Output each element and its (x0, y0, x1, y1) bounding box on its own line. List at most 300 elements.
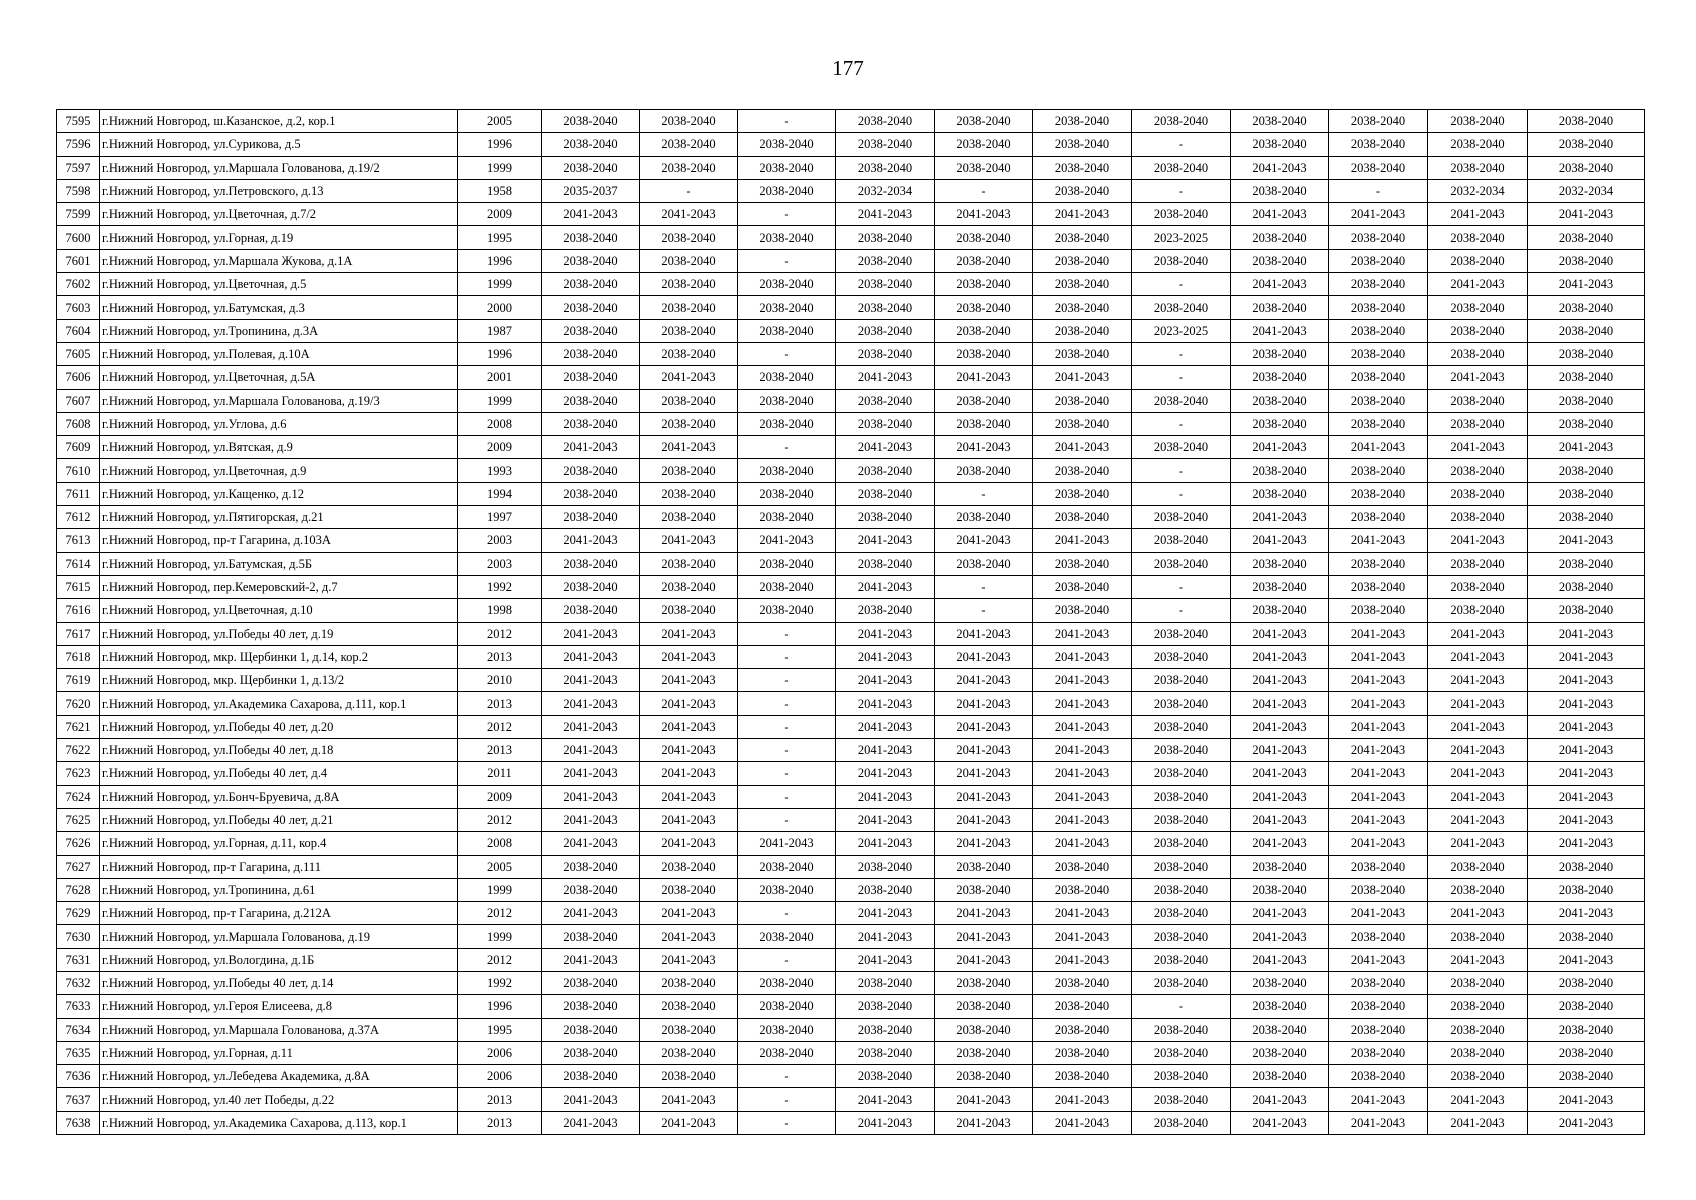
cell-address: г.Нижний Новгород, ул.Бонч-Бруевича, д.8А (100, 785, 458, 808)
table-row (57, 785, 1645, 808)
cell-period-5: 2041-2043 (935, 925, 1033, 948)
cell-period-7: 2023-2025 (1132, 226, 1231, 249)
cell-period-11: 2038-2040 (1528, 249, 1645, 272)
cell-period-4: 2038-2040 (836, 1041, 935, 1064)
cell-period-1: 2041-2043 (542, 692, 640, 715)
cell-period-11: 2041-2043 (1528, 436, 1645, 459)
cell-period-10: 2041-2043 (1428, 436, 1528, 459)
cell-period-3: 2038-2040 (738, 319, 836, 342)
cell-period-11: 2041-2043 (1528, 739, 1645, 762)
cell-period-10: 2038-2040 (1428, 971, 1528, 994)
table-row (57, 878, 1645, 901)
cell-year-built: 2009 (458, 785, 542, 808)
cell-period-6: 2041-2043 (1033, 622, 1132, 645)
cell-year-built: 2001 (458, 366, 542, 389)
cell-period-5: 2038-2040 (935, 110, 1033, 133)
cell-period-6: 2038-2040 (1033, 273, 1132, 296)
cell-period-7: 2038-2040 (1132, 785, 1231, 808)
cell-period-8: 2038-2040 (1231, 412, 1329, 435)
cell-period-9: 2041-2043 (1329, 645, 1428, 668)
cell-period-2: 2038-2040 (640, 599, 738, 622)
cell-period-10: 2041-2043 (1428, 1088, 1528, 1111)
cell-period-8: 2041-2043 (1231, 319, 1329, 342)
cell-row-number: 7609 (57, 436, 100, 459)
cell-period-3: 2038-2040 (738, 296, 836, 319)
cell-period-9: 2038-2040 (1329, 506, 1428, 529)
cell-period-10: 2038-2040 (1428, 599, 1528, 622)
cell-period-8: 2038-2040 (1231, 878, 1329, 901)
cell-period-11: 2038-2040 (1528, 1018, 1645, 1041)
cell-year-built: 2009 (458, 203, 542, 226)
cell-period-9: 2041-2043 (1329, 436, 1428, 459)
cell-period-8: 2038-2040 (1231, 179, 1329, 202)
cell-address: г.Нижний Новгород, ул.Академика Сахарова, д.113, кор.1 (100, 1111, 458, 1134)
cell-period-10: 2038-2040 (1428, 226, 1528, 249)
cell-address: г.Нижний Новгород, ул.Горная, д.11 (100, 1041, 458, 1064)
cell-period-9: 2041-2043 (1329, 762, 1428, 785)
cell-period-5: 2041-2043 (935, 762, 1033, 785)
cell-period-2: 2038-2040 (640, 459, 738, 482)
cell-address: г.Нижний Новгород, мкр. Щербинки 1, д.13/2 (100, 669, 458, 692)
table-body (57, 110, 1645, 1135)
table-row (57, 179, 1645, 202)
cell-row-number: 7597 (57, 156, 100, 179)
cell-period-1: 2038-2040 (542, 459, 640, 482)
cell-period-7: 2038-2040 (1132, 1088, 1231, 1111)
cell-period-1: 2038-2040 (542, 506, 640, 529)
cell-period-6: 2041-2043 (1033, 832, 1132, 855)
cell-period-11: 2038-2040 (1528, 459, 1645, 482)
cell-period-7: 2038-2040 (1132, 529, 1231, 552)
cell-period-10: 2041-2043 (1428, 948, 1528, 971)
cell-period-1: 2041-2043 (542, 739, 640, 762)
cell-year-built: 1999 (458, 156, 542, 179)
cell-period-7: 2038-2040 (1132, 692, 1231, 715)
cell-period-2: 2038-2040 (640, 995, 738, 1018)
cell-period-4: 2038-2040 (836, 273, 935, 296)
cell-period-4: 2038-2040 (836, 1065, 935, 1088)
cell-period-1: 2038-2040 (542, 482, 640, 505)
cell-period-10: 2038-2040 (1428, 925, 1528, 948)
cell-year-built: 2005 (458, 110, 542, 133)
cell-period-8: 2041-2043 (1231, 436, 1329, 459)
cell-period-5: 2041-2043 (935, 808, 1033, 831)
cell-period-9: 2038-2040 (1329, 482, 1428, 505)
cell-year-built: 2008 (458, 832, 542, 855)
cell-period-5: - (935, 599, 1033, 622)
cell-period-7: - (1132, 575, 1231, 598)
cell-period-7: 2023-2025 (1132, 319, 1231, 342)
cell-period-1: 2038-2040 (542, 855, 640, 878)
cell-period-6: 2041-2043 (1033, 739, 1132, 762)
cell-address: г.Нижний Новгород, ул.Батумская, д.5Б (100, 552, 458, 575)
cell-period-8: 2041-2043 (1231, 622, 1329, 645)
cell-period-5: 2038-2040 (935, 133, 1033, 156)
cell-period-7: 2038-2040 (1132, 855, 1231, 878)
cell-address: г.Нижний Новгород, ул.Лебедева Академика, д.8А (100, 1065, 458, 1088)
cell-period-5: 2041-2043 (935, 669, 1033, 692)
cell-address: г.Нижний Новгород, ул.Победы 40 лет, д.4 (100, 762, 458, 785)
cell-period-2: 2038-2040 (640, 249, 738, 272)
cell-period-2: 2038-2040 (640, 110, 738, 133)
cell-period-1: 2038-2040 (542, 575, 640, 598)
cell-period-7: - (1132, 482, 1231, 505)
cell-period-6: 2038-2040 (1033, 878, 1132, 901)
cell-period-4: 2041-2043 (836, 762, 935, 785)
cell-period-5: 2038-2040 (935, 1018, 1033, 1041)
cell-row-number: 7611 (57, 482, 100, 505)
cell-row-number: 7635 (57, 1041, 100, 1064)
cell-row-number: 7627 (57, 855, 100, 878)
cell-period-4: 2038-2040 (836, 156, 935, 179)
cell-period-4: 2038-2040 (836, 342, 935, 365)
cell-period-8: 2041-2043 (1231, 715, 1329, 738)
cell-period-6: 2041-2043 (1033, 692, 1132, 715)
cell-year-built: 1994 (458, 482, 542, 505)
table-row (57, 389, 1645, 412)
cell-period-6: 2038-2040 (1033, 226, 1132, 249)
cell-period-1: 2041-2043 (542, 808, 640, 831)
cell-row-number: 7633 (57, 995, 100, 1018)
cell-address: г.Нижний Новгород, ул.Маршала Голованова, д.19 (100, 925, 458, 948)
cell-period-9: 2041-2043 (1329, 1111, 1428, 1134)
cell-period-3: - (738, 948, 836, 971)
cell-period-1: 2038-2040 (542, 412, 640, 435)
cell-address: г.Нижний Новгород, ул.Маршала Голованова, д.37А (100, 1018, 458, 1041)
table-row (57, 762, 1645, 785)
cell-period-8: 2038-2040 (1231, 995, 1329, 1018)
cell-period-8: 2038-2040 (1231, 971, 1329, 994)
cell-period-4: 2041-2043 (836, 203, 935, 226)
cell-period-6: 2038-2040 (1033, 506, 1132, 529)
cell-period-2: 2038-2040 (640, 1018, 738, 1041)
cell-row-number: 7595 (57, 110, 100, 133)
cell-period-11: 2041-2043 (1528, 1088, 1645, 1111)
cell-period-7: 2038-2040 (1132, 902, 1231, 925)
cell-period-10: 2038-2040 (1428, 156, 1528, 179)
cell-period-5: 2038-2040 (935, 459, 1033, 482)
cell-period-10: 2041-2043 (1428, 203, 1528, 226)
cell-period-10: 2038-2040 (1428, 342, 1528, 365)
cell-period-11: 2041-2043 (1528, 832, 1645, 855)
cell-period-3: 2041-2043 (738, 832, 836, 855)
cell-year-built: 1958 (458, 179, 542, 202)
cell-period-7: 2038-2040 (1132, 110, 1231, 133)
cell-period-4: 2038-2040 (836, 133, 935, 156)
cell-address: г.Нижний Новгород, пр-т Гагарина, д.103А (100, 529, 458, 552)
cell-year-built: 2012 (458, 622, 542, 645)
cell-period-2: 2038-2040 (640, 971, 738, 994)
cell-row-number: 7638 (57, 1111, 100, 1134)
cell-period-6: 2038-2040 (1033, 133, 1132, 156)
cell-address: г.Нижний Новгород, мкр. Щербинки 1, д.14, кор.2 (100, 645, 458, 668)
cell-period-7: 2038-2040 (1132, 436, 1231, 459)
cell-period-4: 2041-2043 (836, 529, 935, 552)
cell-period-10: 2041-2043 (1428, 715, 1528, 738)
cell-period-3: - (738, 1111, 836, 1134)
cell-period-8: 2041-2043 (1231, 273, 1329, 296)
cell-address: г.Нижний Новгород, ул.Победы 40 лет, д.20 (100, 715, 458, 738)
cell-period-6: 2038-2040 (1033, 249, 1132, 272)
cell-period-1: 2035-2037 (542, 179, 640, 202)
cell-period-1: 2041-2043 (542, 1111, 640, 1134)
cell-period-4: 2041-2043 (836, 1088, 935, 1111)
cell-period-4: 2038-2040 (836, 110, 935, 133)
cell-period-2: 2038-2040 (640, 1065, 738, 1088)
cell-period-2: 2038-2040 (640, 482, 738, 505)
cell-period-1: 2041-2043 (542, 203, 640, 226)
cell-period-9: 2041-2043 (1329, 622, 1428, 645)
cell-period-6: 2041-2043 (1033, 645, 1132, 668)
cell-period-5: 2038-2040 (935, 156, 1033, 179)
cell-period-8: 2041-2043 (1231, 203, 1329, 226)
cell-period-11: 2038-2040 (1528, 1065, 1645, 1088)
cell-period-3: - (738, 692, 836, 715)
cell-year-built: 1996 (458, 342, 542, 365)
cell-address: г.Нижний Новгород, ул.Пятигорская, д.21 (100, 506, 458, 529)
cell-period-9: 2038-2040 (1329, 110, 1428, 133)
cell-period-3: 2038-2040 (738, 133, 836, 156)
cell-period-2: 2041-2043 (640, 1088, 738, 1111)
cell-year-built: 1996 (458, 133, 542, 156)
cell-period-2: 2038-2040 (640, 319, 738, 342)
cell-period-1: 2038-2040 (542, 552, 640, 575)
cell-period-5: 2041-2043 (935, 739, 1033, 762)
cell-period-4: 2041-2043 (836, 366, 935, 389)
cell-period-10: 2038-2040 (1428, 319, 1528, 342)
cell-period-6: 2041-2043 (1033, 715, 1132, 738)
cell-address: г.Нижний Новгород, пр-т Гагарина, д.111 (100, 855, 458, 878)
cell-period-9: 2041-2043 (1329, 669, 1428, 692)
cell-address: г.Нижний Новгород, ул.Победы 40 лет, д.21 (100, 808, 458, 831)
cell-period-3: - (738, 249, 836, 272)
page-number: 177 (832, 56, 864, 80)
cell-period-4: 2041-2043 (836, 785, 935, 808)
cell-period-4: 2041-2043 (836, 948, 935, 971)
cell-row-number: 7605 (57, 342, 100, 365)
cell-period-4: 2038-2040 (836, 1018, 935, 1041)
cell-period-1: 2041-2043 (542, 948, 640, 971)
table-row (57, 739, 1645, 762)
cell-period-7: - (1132, 459, 1231, 482)
cell-year-built: 2010 (458, 669, 542, 692)
cell-period-9: 2038-2040 (1329, 342, 1428, 365)
cell-period-9: 2038-2040 (1329, 1041, 1428, 1064)
cell-year-built: 2013 (458, 1088, 542, 1111)
cell-period-6: 2038-2040 (1033, 319, 1132, 342)
cell-period-1: 2041-2043 (542, 762, 640, 785)
cell-period-3: - (738, 1065, 836, 1088)
table-row (57, 622, 1645, 645)
cell-period-2: 2041-2043 (640, 366, 738, 389)
cell-period-4: 2038-2040 (836, 552, 935, 575)
cell-period-5: 2038-2040 (935, 971, 1033, 994)
cell-period-11: 2038-2040 (1528, 878, 1645, 901)
cell-period-4: 2041-2043 (836, 669, 935, 692)
cell-row-number: 7613 (57, 529, 100, 552)
table-row (57, 1018, 1645, 1041)
cell-period-8: 2041-2043 (1231, 832, 1329, 855)
cell-row-number: 7625 (57, 808, 100, 831)
cell-year-built: 2008 (458, 412, 542, 435)
cell-period-10: 2038-2040 (1428, 1018, 1528, 1041)
table-row (57, 273, 1645, 296)
cell-period-6: 2041-2043 (1033, 1111, 1132, 1134)
cell-period-7: 2038-2040 (1132, 506, 1231, 529)
cell-period-4: 2041-2043 (836, 692, 935, 715)
cell-period-10: 2038-2040 (1428, 249, 1528, 272)
table-row (57, 692, 1645, 715)
cell-period-9: - (1329, 179, 1428, 202)
cell-period-11: 2041-2043 (1528, 808, 1645, 831)
cell-period-6: 2041-2043 (1033, 902, 1132, 925)
cell-period-8: 2038-2040 (1231, 482, 1329, 505)
cell-row-number: 7619 (57, 669, 100, 692)
cell-row-number: 7607 (57, 389, 100, 412)
cell-address: г.Нижний Новгород, ул.Углова, д.6 (100, 412, 458, 435)
cell-period-9: 2041-2043 (1329, 692, 1428, 715)
cell-row-number: 7620 (57, 692, 100, 715)
cell-period-7: 2038-2040 (1132, 739, 1231, 762)
cell-year-built: 2009 (458, 436, 542, 459)
cell-period-10: 2038-2040 (1428, 412, 1528, 435)
cell-period-11: 2038-2040 (1528, 925, 1645, 948)
cell-period-3: - (738, 739, 836, 762)
cell-period-8: 2038-2040 (1231, 855, 1329, 878)
cell-period-4: 2041-2043 (836, 645, 935, 668)
cell-period-7: 2038-2040 (1132, 156, 1231, 179)
cell-period-8: 2041-2043 (1231, 529, 1329, 552)
cell-period-1: 2041-2043 (542, 832, 640, 855)
cell-period-7: - (1132, 273, 1231, 296)
cell-period-11: 2038-2040 (1528, 1041, 1645, 1064)
cell-period-3: - (738, 715, 836, 738)
cell-period-5: 2041-2043 (935, 1088, 1033, 1111)
cell-period-3: 2038-2040 (738, 179, 836, 202)
cell-period-11: 2041-2043 (1528, 1111, 1645, 1134)
cell-period-6: 2041-2043 (1033, 785, 1132, 808)
cell-period-1: 2038-2040 (542, 296, 640, 319)
cell-period-6: 2038-2040 (1033, 855, 1132, 878)
cell-period-2: 2041-2043 (640, 948, 738, 971)
cell-period-11: 2038-2040 (1528, 482, 1645, 505)
cell-period-11: 2041-2043 (1528, 785, 1645, 808)
cell-period-10: 2038-2040 (1428, 995, 1528, 1018)
cell-period-6: 2041-2043 (1033, 529, 1132, 552)
cell-period-9: 2038-2040 (1329, 599, 1428, 622)
table-row (57, 366, 1645, 389)
cell-year-built: 1997 (458, 506, 542, 529)
table-row (57, 133, 1645, 156)
cell-period-9: 2038-2040 (1329, 249, 1428, 272)
cell-period-3: 2038-2040 (738, 575, 836, 598)
cell-period-10: 2038-2040 (1428, 1065, 1528, 1088)
cell-address: г.Нижний Новгород, ул.Вологдина, д.1Б (100, 948, 458, 971)
cell-period-1: 2038-2040 (542, 319, 640, 342)
cell-period-11: 2038-2040 (1528, 855, 1645, 878)
cell-period-10: 2041-2043 (1428, 832, 1528, 855)
cell-address: г.Нижний Новгород, ул.Тропинина, д.61 (100, 878, 458, 901)
table-row (57, 948, 1645, 971)
cell-period-3: 2038-2040 (738, 878, 836, 901)
cell-period-10: 2038-2040 (1428, 506, 1528, 529)
cell-period-10: 2038-2040 (1428, 296, 1528, 319)
cell-period-1: 2038-2040 (542, 971, 640, 994)
cell-period-9: 2038-2040 (1329, 1065, 1428, 1088)
cell-period-11: 2041-2043 (1528, 948, 1645, 971)
cell-period-10: 2041-2043 (1428, 739, 1528, 762)
cell-period-10: 2041-2043 (1428, 645, 1528, 668)
cell-period-11: 2038-2040 (1528, 971, 1645, 994)
cell-period-7: - (1132, 133, 1231, 156)
cell-period-5: 2038-2040 (935, 296, 1033, 319)
cell-period-10: 2038-2040 (1428, 482, 1528, 505)
cell-period-10: 2038-2040 (1428, 552, 1528, 575)
cell-year-built: 1993 (458, 459, 542, 482)
cell-period-2: 2041-2043 (640, 692, 738, 715)
cell-period-11: 2038-2040 (1528, 412, 1645, 435)
cell-address: г.Нижний Новгород, пр-т Гагарина, д.212А (100, 902, 458, 925)
cell-row-number: 7622 (57, 739, 100, 762)
cell-period-5: 2041-2043 (935, 715, 1033, 738)
cell-year-built: 2012 (458, 808, 542, 831)
cell-period-3: - (738, 785, 836, 808)
cell-year-built: 2003 (458, 529, 542, 552)
cell-period-6: 2038-2040 (1033, 599, 1132, 622)
cell-period-10: 2038-2040 (1428, 133, 1528, 156)
cell-row-number: 7608 (57, 412, 100, 435)
cell-period-6: 2038-2040 (1033, 1018, 1132, 1041)
cell-period-7: 2038-2040 (1132, 622, 1231, 645)
cell-period-8: 2038-2040 (1231, 552, 1329, 575)
cell-period-7: 2038-2040 (1132, 203, 1231, 226)
cell-period-5: - (935, 575, 1033, 598)
cell-row-number: 7596 (57, 133, 100, 156)
cell-row-number: 7629 (57, 902, 100, 925)
cell-period-2: 2038-2040 (640, 575, 738, 598)
cell-period-2: 2041-2043 (640, 832, 738, 855)
cell-period-4: 2038-2040 (836, 599, 935, 622)
cell-row-number: 7610 (57, 459, 100, 482)
cell-row-number: 7636 (57, 1065, 100, 1088)
cell-period-3: 2038-2040 (738, 552, 836, 575)
table-row (57, 971, 1645, 994)
cell-period-8: 2038-2040 (1231, 1065, 1329, 1088)
cell-year-built: 2012 (458, 948, 542, 971)
cell-period-5: 2041-2043 (935, 529, 1033, 552)
cell-period-1: 2041-2043 (542, 1088, 640, 1111)
cell-period-9: 2038-2040 (1329, 156, 1428, 179)
cell-period-1: 2038-2040 (542, 226, 640, 249)
cell-period-2: 2038-2040 (640, 342, 738, 365)
cell-year-built: 2011 (458, 762, 542, 785)
cell-period-6: 2038-2040 (1033, 156, 1132, 179)
cell-period-11: 2038-2040 (1528, 552, 1645, 575)
cell-period-3: - (738, 203, 836, 226)
cell-row-number: 7604 (57, 319, 100, 342)
table-row (57, 1041, 1645, 1064)
cell-period-9: 2038-2040 (1329, 855, 1428, 878)
cell-period-10: 2038-2040 (1428, 575, 1528, 598)
cell-period-9: 2041-2043 (1329, 785, 1428, 808)
cell-period-3: - (738, 645, 836, 668)
cell-period-10: 2041-2043 (1428, 622, 1528, 645)
cell-row-number: 7614 (57, 552, 100, 575)
cell-period-3: - (738, 669, 836, 692)
cell-period-8: 2041-2043 (1231, 925, 1329, 948)
cell-period-1: 2041-2043 (542, 669, 640, 692)
table-row (57, 482, 1645, 505)
